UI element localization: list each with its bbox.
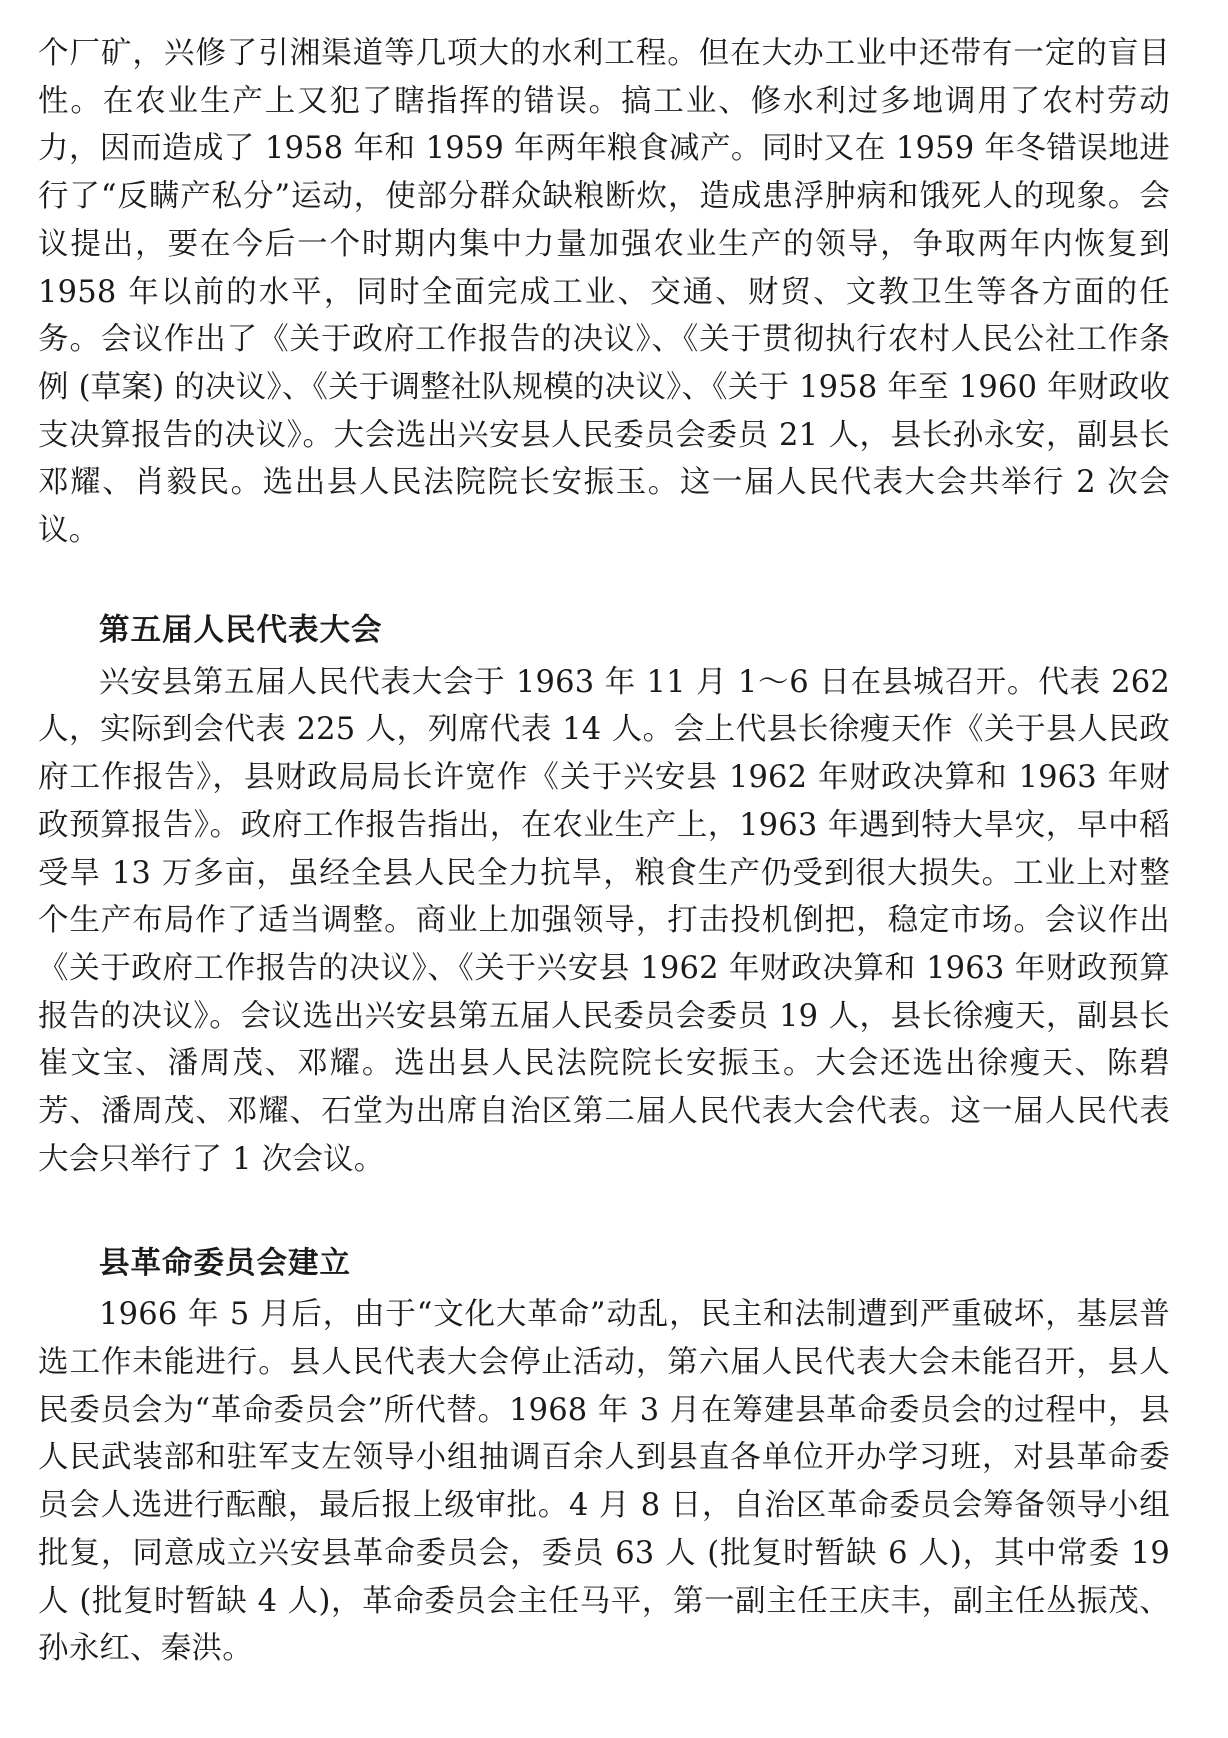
section-heading-revolutionary-committee: 县革命委员会建立 [99, 1245, 351, 1281]
body-paragraph-1: 个厂矿，兴修了引湘渠道等几项大的水利工程。但在大办工业中还带有一定的盲目性。在农业生产上又犯了瞎指挥的错误。搞工业、修水利过多地调用了农村劳动力，因而造成了 1958 年和 1959 年两年粮食减产。同时又在 1959 年冬错误地进行了“反瞒产私分”运动，使部分群众缺粮断炊，造成患浮肿病和饿死人的现象。会议提出，要在今后一个时期内集中力量加强农业生产的领导，争取两年内恢复到 1958 年以前的水平，同时全面完成工业、交通、财贸、文教卫生等各方面的任务。会议作出了《关于政府工作报告的决议》、《关于贯彻执行农村人民公社工作条例 (草案) 的决议》、《关于调整社队规模的决议》、《关于 1958 年至 1960 年财政收支决算报告的决议》。大会选出兴安县人民委员会委员 21 人，县长孙永安，副县长邓耀、肖毅民。选出县人民法院院长安振玉。这一届人民代表大会共举行 2 次会议。 [38, 36, 1170, 549]
section-spacer-2 [38, 1184, 1170, 1240]
section-heading-fifth-congress: 第五届人民代表大会 [99, 612, 383, 648]
body-paragraph-2: 兴安县第五届人民代表大会于 1963 年 11 月 1～6 日在县城召开。代表 262 人，实际到会代表 225 人，列席代表 14 人。会上代县长徐瘦天作《关于县人民政府工作报告》，县财政局局长许宽作《关于兴安县 1962 年财政决算和 1963 年财政预算报告》。政府工作报告指出，在农业生产上，1963 年遇到特大旱灾，早中稻受旱 13 万多亩，虽经全县人民全力抗旱，粮食生产仍受到很大损失。工业上对整个生产布局作了适当调整。商业上加强领导，打击投机倒把，稳定市场。会议作出《关于政府工作报告的决议》、《关于兴安县 1962 年财政决算和 1963 年财政预算报告的决议》。会议选出兴安县第五届人民委员会委员 19 人，县长徐瘦天，副县长崔文宝、潘周茂、邓耀。选出县人民法院院长安振玉。大会还选出徐瘦天、陈碧芳、潘周茂、邓耀、石堂为出席自治区第二届人民代表大会代表。这一届人民代表大会只举行了 1 次会议。 [38, 664, 1170, 1177]
section-spacer-1 [38, 555, 1170, 607]
body-paragraph-3: 1966 年 5 月后，由于“文化大革命”动乱，民主和法制遭到严重破坏，基层普选工作未能进行。县人民代表大会停止活动，第六届人民代表大会未能召开，县人民委员会为“革命委员会”所代替。1968 年 3 月在筹建县革命委员会的过程中，县人民武装部和驻军支左领导小组抽调百余人到县直各单位开办学习班，对县革命委员会人选进行酝酿，最后报上级审批。4 月 8 日，自治区革命委员会筹备领导小组批复，同意成立兴安县革命委员会，委员 63 人 (批复时暂缺 6 人)，其中常委 19 人 (批复时暂缺 4 人)，革命委员会主任马平，第一副主任王庆丰，副主任丛振茂、孙永红、秦洪。 [38, 1297, 1170, 1667]
